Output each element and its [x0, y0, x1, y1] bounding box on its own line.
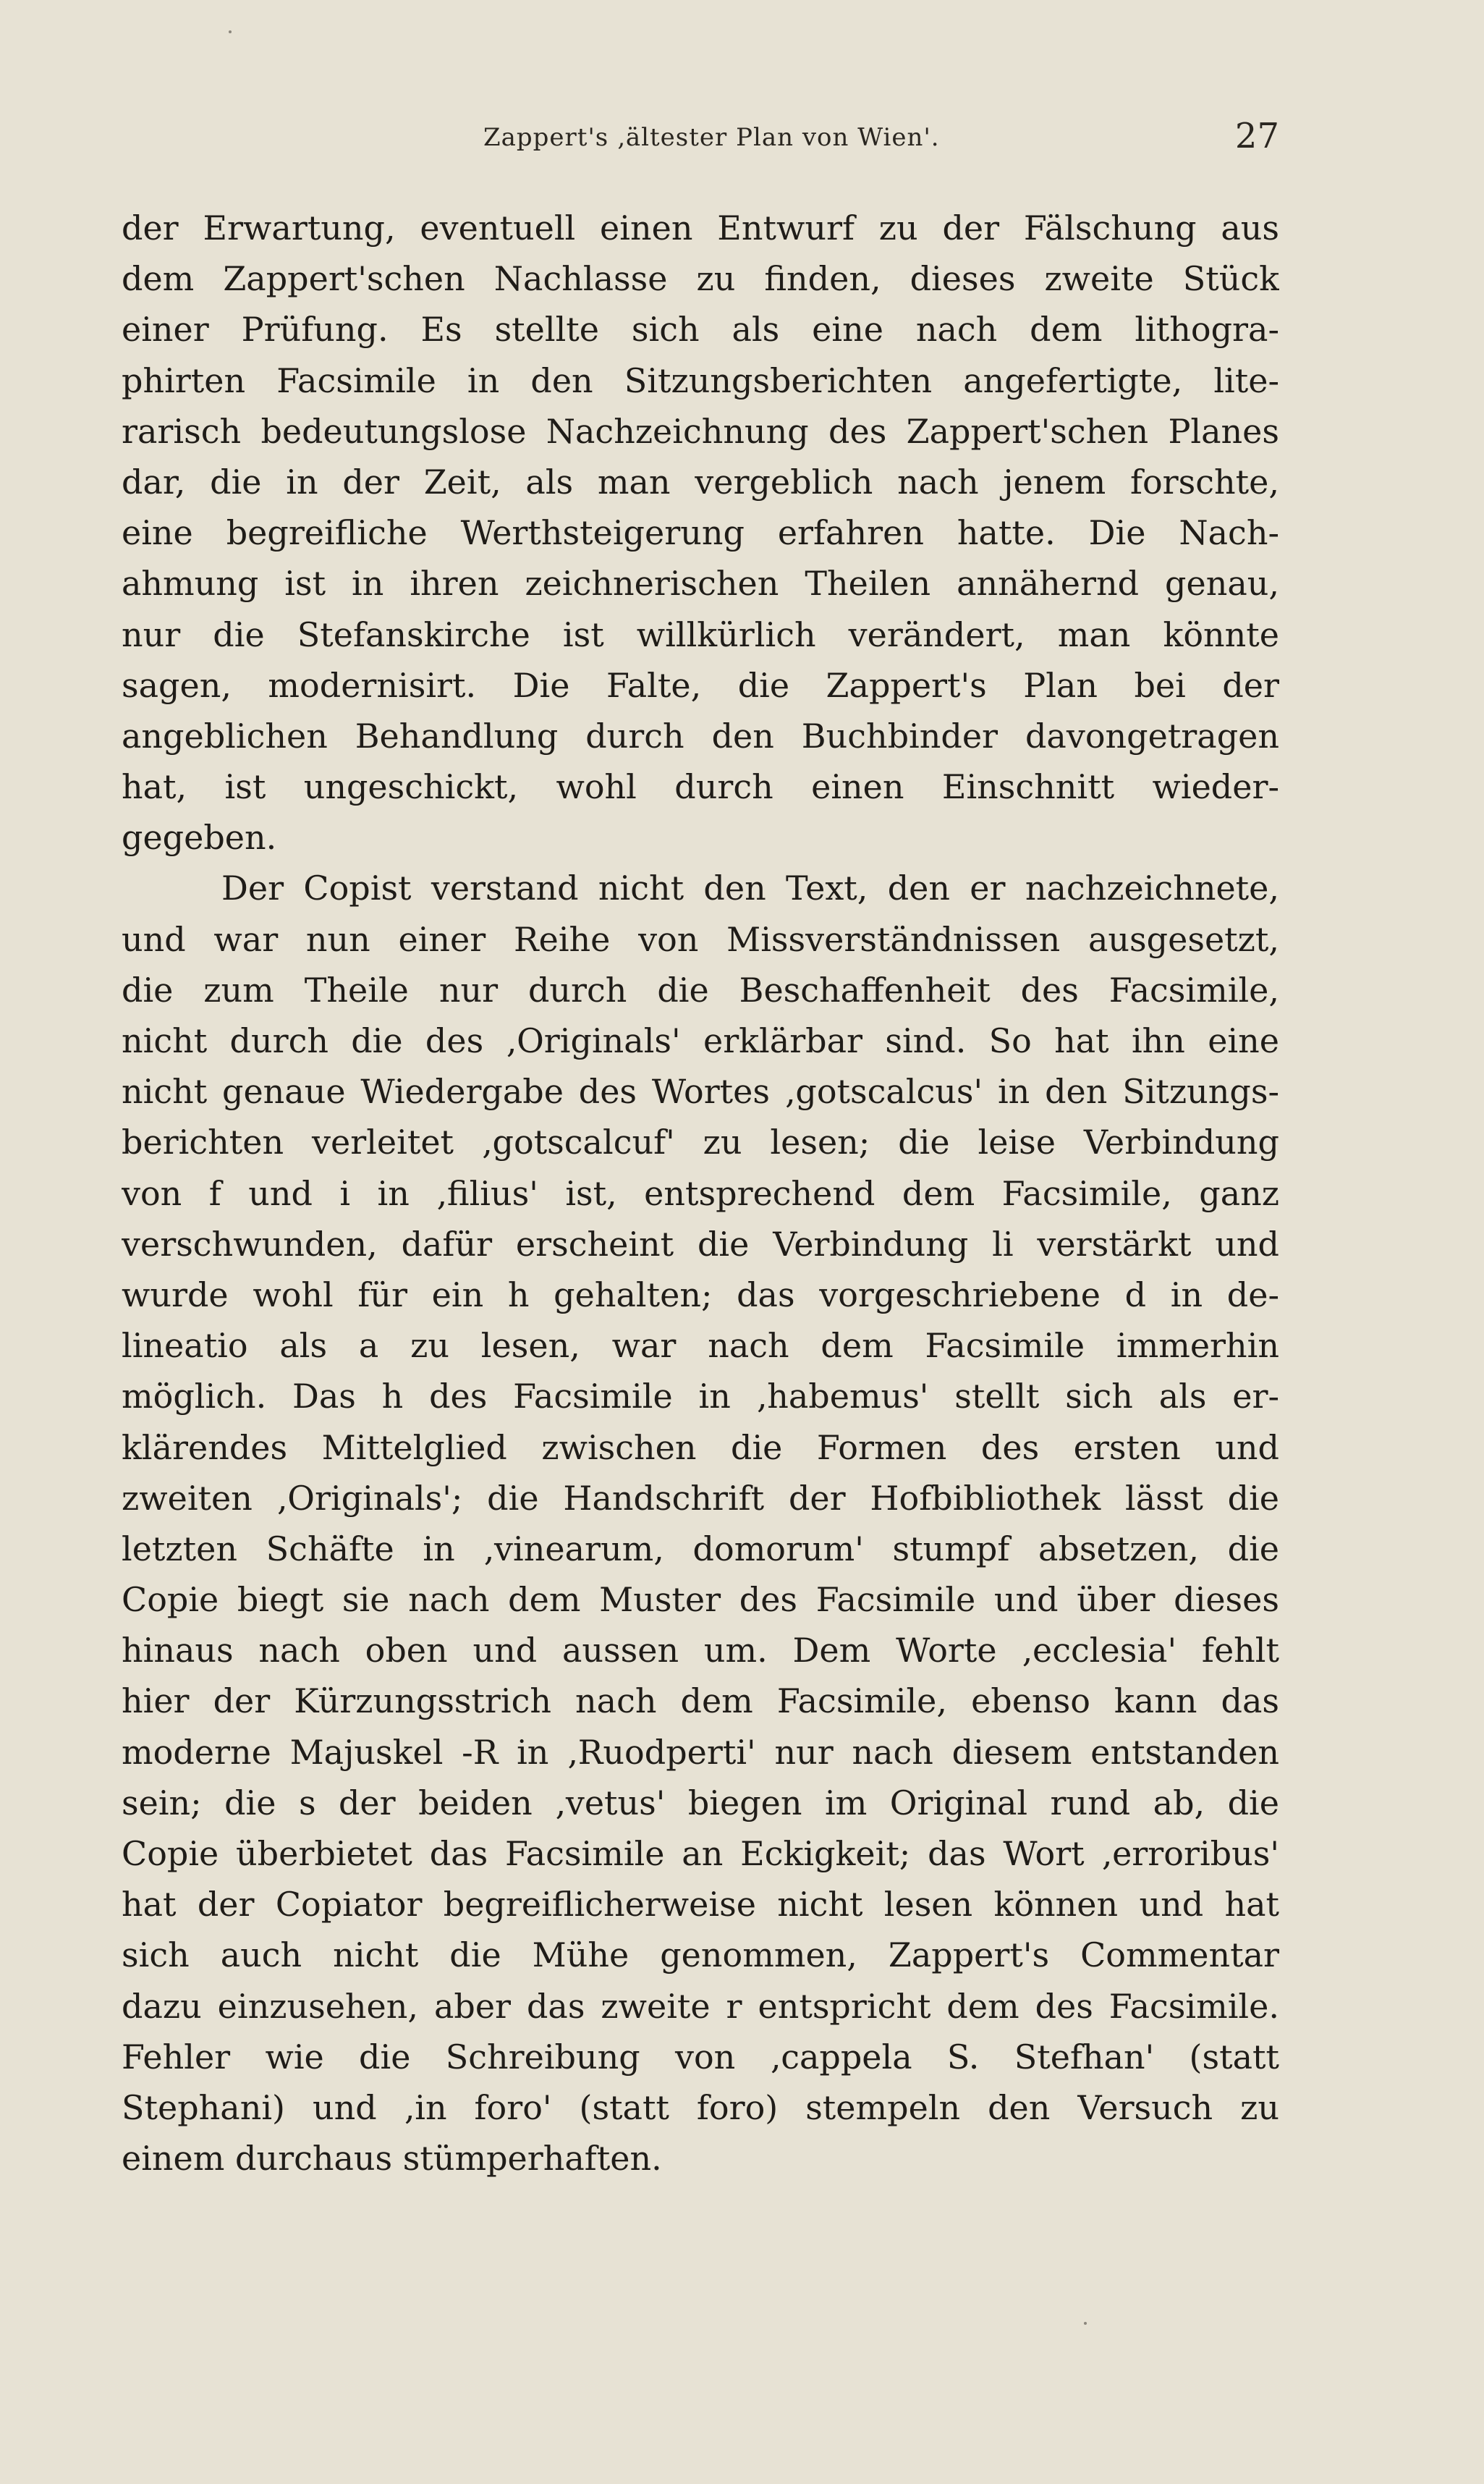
text-line: nicht genaue Wiedergabe des Wortes ‚gotscalcus' in den Sitzungs-	[122, 1072, 1279, 1112]
text-line: verschwunden, dafür erscheint die Verbindung li verstärkt und	[122, 1224, 1279, 1264]
text-line: berichten verleitet ‚gotscalcuf' zu lesen; die leise Verbindung	[122, 1123, 1279, 1162]
running-title: Zappert's ‚ältester Plan von Wien'.	[483, 123, 940, 152]
text-line: nicht durch die des ‚Originals' erklärbar sind. So hat ihn eine	[122, 1021, 1279, 1060]
text-line: Fehler wie die Schreibung von ‚cappela S. Stefhan' (statt	[122, 2037, 1279, 2077]
text-line: sich auch nicht die Mühe genommen, Zappert's Commentar	[122, 1935, 1279, 1975]
text-line: Der Copist verstand nicht den Text, den er nachzeichnete,	[221, 869, 1279, 908]
paper-speck	[1084, 2322, 1087, 2325]
text-line: sagen, modernisirt. Die Falte, die Zappert's Plan bei der	[122, 665, 1279, 705]
text-line: rarisch bedeutungslose Nachzeichnung des Zappert'schen Planes	[122, 411, 1279, 451]
text-line: von f und i in ‚filius' ist, entsprechend dem Facsimile, ganz	[122, 1173, 1279, 1213]
text-line: möglich. Das h des Facsimile in ‚habemus' stellt sich als er-	[122, 1377, 1279, 1416]
text-line: hat der Copiator begreiflicherweise nicht lesen können und hat	[122, 1885, 1279, 1925]
text-line: letzten Schäfte in ‚vinearum, domorum' stumpf absetzen, die	[122, 1529, 1279, 1568]
text-line: hinaus nach oben und aussen um. Dem Worte ‚ecclesia' fehlt	[122, 1631, 1279, 1670]
text-line: sein; die s der beiden ‚vetus' biegen im Original rund ab, die	[122, 1783, 1279, 1822]
running-head	[122, 116, 1279, 159]
text-line: wurde wohl für ein h gehalten; das vorgeschriebene d in de-	[122, 1275, 1279, 1314]
text-line: die zum Theile nur durch die Beschaffenheit des Facsimile,	[122, 970, 1279, 1010]
text-line: gegeben.	[122, 818, 277, 858]
text-line: moderne Majuskel -R in ‚Ruodperti' nur nach diesem entstanden	[122, 1732, 1279, 1772]
text-line: und war nun einer Reihe von Missverständnissen ausgesetzt,	[122, 919, 1279, 959]
text-line: dazu einzusehen, aber das zweite r entspricht dem des Facsimile.	[122, 1986, 1279, 2026]
text-line: nur die Stefanskirche ist willkürlich verändert, man könnte	[122, 614, 1279, 654]
text-line: dem Zappert'schen Nachlasse zu finden, dieses zweite Stück	[122, 259, 1279, 299]
text-line: einem durchaus stümperhaften.	[122, 2139, 662, 2179]
paragraph-1	[122, 203, 1279, 863]
text-line: ahmung ist in ihren zeichnerischen Theilen annähernd genau,	[122, 564, 1279, 604]
text-line: angeblichen Behandlung durch den Buchbinder davongetragen	[122, 716, 1279, 756]
text-line: lineatio als a zu lesen, war nach dem Facsimile immerhin	[122, 1326, 1279, 1366]
text-line: Copie überbietet das Facsimile an Eckigkeit; das Wort ‚erroribus'	[122, 1834, 1279, 1873]
paper-speck	[229, 30, 232, 33]
text-line: hat, ist ungeschickt, wohl durch einen Einschnitt wieder-	[122, 767, 1279, 807]
text-line: Stephani) und ‚in foro' (statt foro) stempeln den Versuch zu	[122, 2087, 1279, 2127]
page-number: 27	[1234, 116, 1279, 156]
text-line: klärendes Mittelglied zwischen die Formen des ersten und	[122, 1427, 1279, 1467]
text-line: Copie biegt sie nach dem Muster des Facsimile und über dieses	[122, 1580, 1279, 1620]
text-line: einer Prüfung. Es stellte sich als eine nach dem lithogra-	[122, 310, 1279, 350]
text-line: eine begreifliche Werthsteigerung erfahren hatte. Die Nach-	[122, 513, 1279, 553]
text-line: hier der Kürzungsstrich nach dem Facsimile, ebenso kann das	[122, 1681, 1279, 1721]
text-line: dar, die in der Zeit, als man vergeblich nach jenem forschte,	[122, 462, 1279, 502]
paragraph-2	[122, 863, 1279, 2184]
text-line: phirten Facsimile in den Sitzungsberichten angefertigte, lite-	[122, 360, 1279, 400]
text-line: der Erwartung, eventuell einen Entwurf zu der Fälschung aus	[122, 208, 1279, 248]
body-text	[122, 203, 1279, 2184]
text-line: zweiten ‚Originals'; die Handschrift der Hofbibliothek lässt die	[122, 1478, 1279, 1518]
